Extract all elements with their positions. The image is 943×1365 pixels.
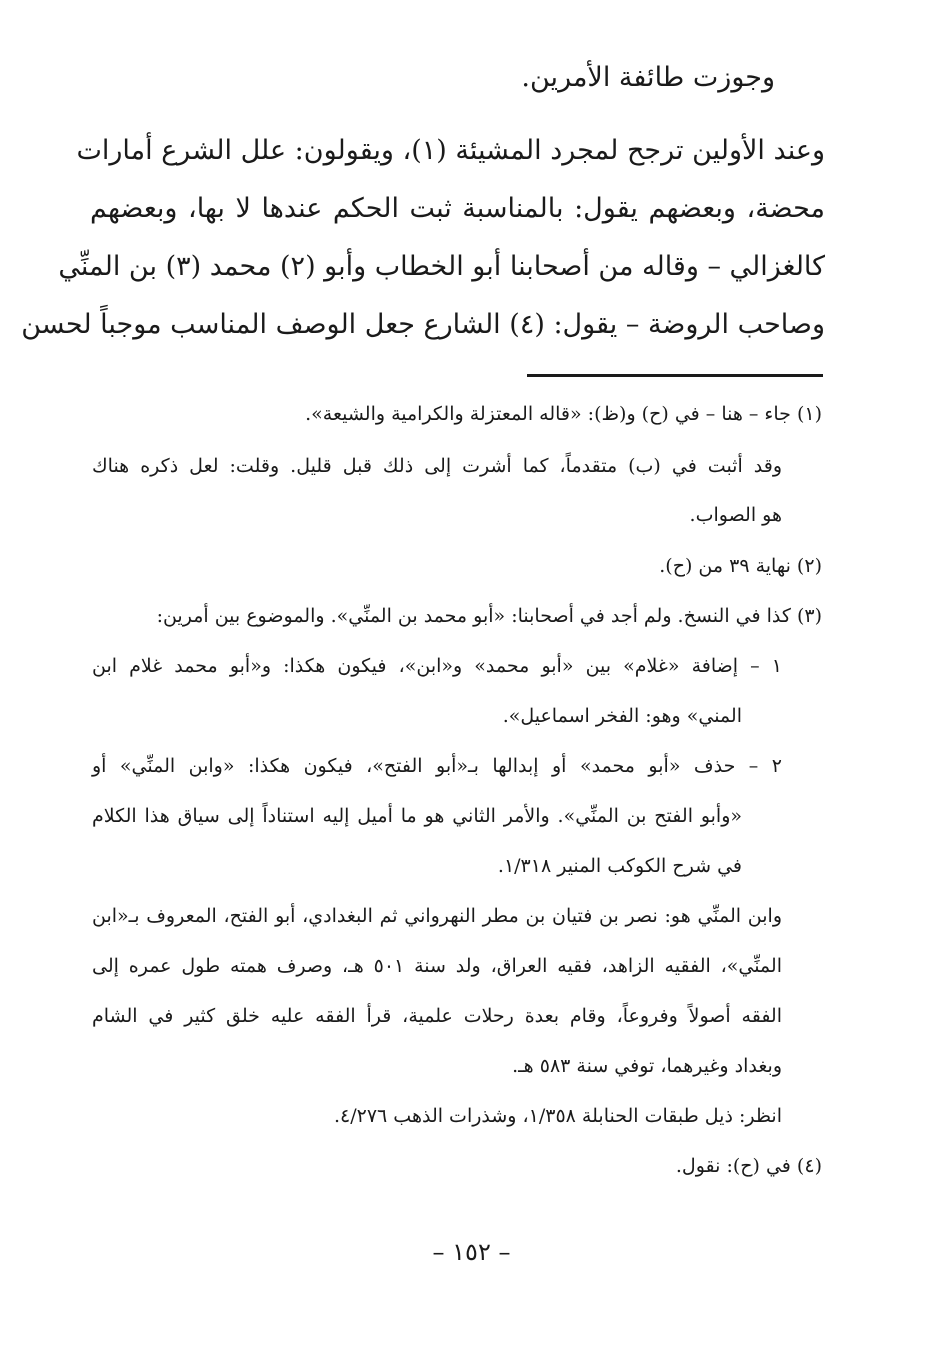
footnote-4: (٤) في (ح): نقول. (675, 1155, 822, 1177)
footnote-3-biography: المنِّي»، الفقيه الزاهد، فقيه العراق، ولد سنة ٥٠١ هـ، وصرف همته طول عمره إلى (92, 955, 782, 977)
footnote-3-item-2-continued: «وأبو الفتح بن المنِّي». والأمر الثاني هو ما أميل إليه استناداً إلى سياق هذا الكلام (92, 805, 742, 827)
footnote-3-biography: وبغداد وغيرهما، توفي سنة ٥٨٣ هـ. (512, 1055, 782, 1077)
opening-line: وجوزت طائفة الأمرين. (521, 62, 775, 93)
footnote-3-biography: وابن المنِّي هو: نصر بن فتيان بن مطر النهرواني ثم البغدادي، أبو الفتح، المعروف بـ«ابن (92, 905, 782, 927)
footnote-3-item-1: ١ – إضافة «غلام» بين «أبو محمد» و«ابن»، فيكون هكذا: و«أبو محمد غلام ابن (92, 655, 782, 677)
footnote-1-continued: وقد أثبت في (ب) متقدماً، كما أشرت إلى ذلك قبل قليل. وقلت: لعل ذكره هناك (92, 455, 782, 477)
footnote-2: (٢) نهاية ٣٩ من (ح). (659, 555, 822, 577)
footnote-3-biography: الفقه أصولاً وفروعاً، وقام بعدة رحلات علمية، قرأ الفقه عليه خلق كثير في الشام (92, 1005, 782, 1027)
footnote-3-item-1-continued: المني» وهو: الفخر اسماعيل». (502, 705, 742, 727)
paragraph-line: وعند الأولين ترجح لمجرد المشيئة (١)، ويقولون: علل الشرع أمارات (76, 135, 825, 166)
footnote-1-continued: هو الصواب. (689, 504, 782, 526)
footnote-3: (٣) كذا في النسخ. ولم أجد في أصحابنا: «أبو محمد بن المنِّي». والموضوع بين أمرين: (156, 605, 822, 627)
footnote-1: (١) جاء – هنا – في (ح) و(ظ): «قاله المعتزلة والكرامية والشيعة». (305, 403, 822, 425)
footnotes (92, 0, 822, 1365)
page-number: – ١٥٢ – (432, 1238, 511, 1266)
paragraph-line: محضة، وبعضهم يقول: بالمناسبة ثبت الحكم عندها لا بها، وبعضهم (90, 193, 825, 224)
paragraph-line: وصاحب الروضة – يقول: (٤) الشارع جعل الوصف المناسب موجباً لحسن (21, 309, 825, 340)
footnote-3-reference: انظر: ذيل طبقات الحنابلة ١/٣٥٨، وشذرات الذهب ٤/٢٧٦. (333, 1105, 782, 1127)
paragraph-line: كالغزالي – وقاله من أصحابنا أبو الخطاب وأبو (٢) محمد (٣) بن المنِّي (58, 251, 825, 282)
footnote-3-item-2-continued: في شرح الكوكب المنير ١/٣١٨. (497, 855, 742, 877)
footnote-3-item-2: ٢ – حذف «أبو محمد» أو إبدالها بـ«أبو الفتح»، فيكون هكذا: «وابن المنِّي» أو (92, 755, 782, 777)
